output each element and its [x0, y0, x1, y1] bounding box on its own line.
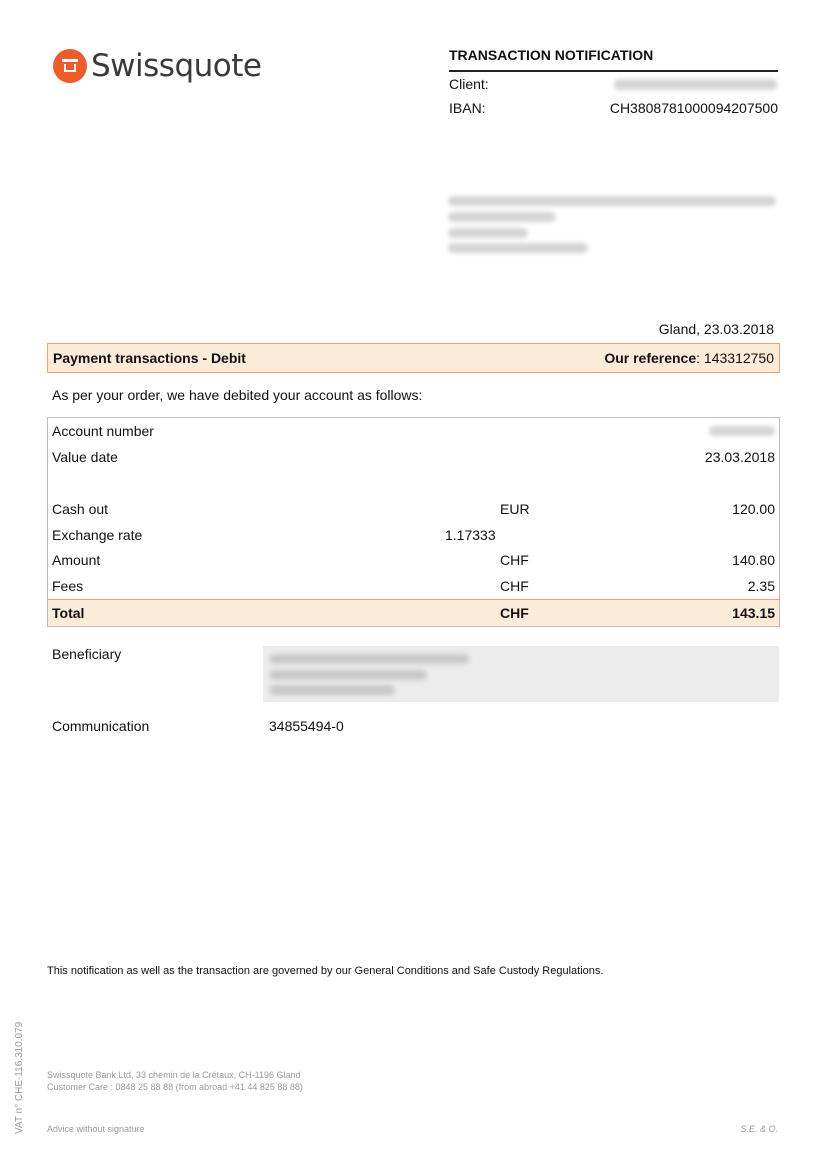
logo-text: Swissquote [91, 48, 262, 84]
communication-value: 34855494-0 [269, 718, 344, 734]
table-row [48, 573, 779, 599]
redacted-line [448, 243, 588, 253]
intro-text: As per your order, we have debited your account as follows: [52, 387, 423, 403]
total-value: 143.15 [732, 605, 775, 621]
errors-omissions-note: S.E. & O. [740, 1124, 778, 1134]
communication-label: Communication [52, 718, 150, 734]
exchange-rate-label: Exchange rate [52, 527, 143, 543]
account-number-redacted [709, 426, 775, 436]
value-date-label: Value date [52, 449, 118, 465]
place-date: Gland, 23.03.2018 [658, 321, 774, 337]
vat-number: VAT n° CHE-116.310.079 [14, 1021, 25, 1134]
beneficiary-box [263, 646, 779, 702]
terms-notice: This notification as well as the transaction are governed by our General Conditions and Safe Custody Regulations. [47, 965, 604, 977]
total-currency: CHF [500, 605, 529, 621]
advice-note: Advice without signature [47, 1124, 145, 1134]
table-row [48, 418, 779, 444]
table-row [48, 496, 779, 522]
reference-separator: : [696, 350, 704, 366]
address-line: Swissquote Bank Ltd, 33 chemin de la Crétaux, CH-1196 Gland [47, 1070, 301, 1080]
amount-value: 140.80 [732, 552, 775, 568]
reference-label: Our reference [604, 350, 697, 366]
fees-label: Fees [52, 578, 84, 594]
total-row [48, 599, 779, 626]
amount-label: Amount [52, 552, 101, 568]
transaction-table [47, 417, 780, 627]
total-label: Total [52, 605, 85, 621]
cash-out-label: Cash out [52, 501, 109, 517]
redacted-line [269, 670, 427, 680]
swissquote-logo [53, 48, 261, 84]
value-date: 23.03.2018 [704, 449, 775, 465]
redacted-line [269, 654, 469, 664]
bank-logo-icon [53, 49, 87, 83]
transaction-type: Payment transactions - Debit [53, 350, 246, 366]
amount-currency: CHF [500, 552, 529, 568]
table-row [48, 547, 779, 573]
beneficiary-label: Beneficiary [52, 646, 122, 662]
client-redacted [614, 79, 777, 90]
iban-value: CH3808781000094207500 [609, 100, 778, 116]
client-label: Client: [449, 76, 489, 92]
title-divider [449, 70, 778, 72]
transaction-type-banner [47, 343, 780, 373]
redacted-line [448, 228, 528, 238]
document-title: TRANSACTION NOTIFICATION [449, 47, 654, 63]
table-row [48, 522, 779, 548]
exchange-rate: 1.17333 [445, 527, 496, 543]
cash-out-amount: 120.00 [732, 501, 775, 517]
account-number-label: Account number [52, 423, 154, 439]
our-reference [604, 350, 774, 366]
reference-value: 143312750 [703, 350, 774, 366]
bank-address [47, 1069, 303, 1093]
cash-out-currency: EUR [500, 501, 530, 517]
iban-label: IBAN: [449, 100, 486, 116]
table-row [48, 444, 779, 470]
fees-value: 2.35 [747, 578, 775, 594]
redacted-line [269, 685, 395, 695]
customer-care-line: Customer Care : 0848 25 88 88 (from abroad +41 44 825 88 88) [47, 1082, 303, 1092]
redacted-line [448, 196, 776, 206]
redacted-line [448, 212, 556, 222]
fees-currency: CHF [500, 578, 529, 594]
